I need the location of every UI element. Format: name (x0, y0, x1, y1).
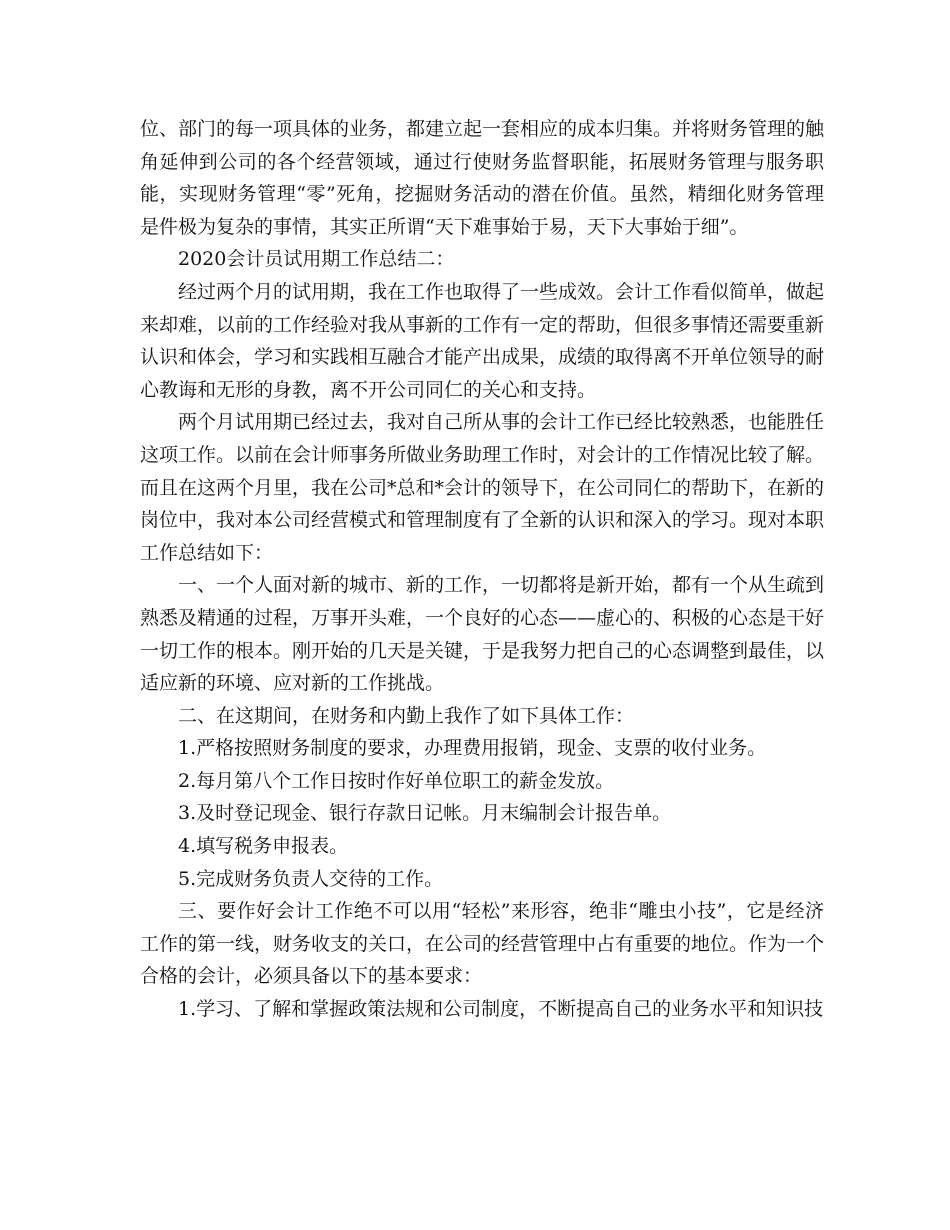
paragraph-continuation: 位、部门的每一项具体的业务，都建立起一套相应的成本归集。并将财务管理的触角延伸到公司的各个经营领域，通过行使财务监督职能，拓展财务管理与服务职能，实现财务管理“零”死角，挖掘财务活动的潜在价值。虽然，精细化财务管理是件极为复杂的事情，其实正所谓“天下难事始于易，天下大事始于细”。 (140, 118, 825, 238)
paragraph: 三、要作好会计工作绝不可以用“轻松”来形容，绝非“雕虫小技”，它是经济工作的第一线，财务收支的关口，在公司的经营管理中占有重要的地位。作为一个合格的会计，必须具备以下的基本要求： (140, 900, 825, 988)
list-item: 4.填写税务申报表。 (178, 835, 349, 858)
paragraph: 两个月试用期已经过去，我对自己所从事的会计工作已经比较熟悉，也能胜任这项工作。以前在会计师事务所做业务助理工作时，对会计的工作情况比较了解。而且在这两个月里，我在公司*总和*会计的领导下，在公司同仁的帮助下，在新的岗位中，我对本公司经营模式和管理制度有了全新的认识和深入的学习。现对本职工作总结如下： (140, 411, 825, 564)
list-item: 1.学习、了解和掌握政策法规和公司制度，不断提高自己的业务水平和知识技 (178, 998, 824, 1021)
list-item: 3.及时登记现金、银行存款日记帐。月末编制会计报告单。 (178, 802, 672, 825)
document-body (140, 113, 824, 1026)
paragraph: 一、一个人面对新的城市、新的工作，一切都将是新开始，都有一个从生疏到熟悉及精通的过程，万事开头难，一个良好的心态——虚心的、积极的心态是干好一切工作的根本。刚开始的几天是关键，于是我努力把自己的心态调整到最佳，以适应新的环境、应对新的工作挑战。 (140, 574, 825, 695)
paragraph: 经过两个月的试用期，我在工作也取得了一些成效。会计工作看似简单，做起来却难，以前的工作经验对我从事新的工作有一定的帮助，但很多事情还需要重新认识和体会，学习和实践相互融合才能产出成果，成绩的取得离不开单位领导的耐心教诲和无形的身教，离不开公司同仁的关心和支持。 (140, 280, 825, 401)
list-item: 1.严格按照财务制度的要求，办理费用报销，现金、支票的收付业务。 (178, 737, 767, 760)
paragraph: 二、在这期间，在财务和内勤上我作了如下具体工作： (178, 704, 635, 727)
list-item: 5.完成财务负责人交待的工作。 (178, 867, 444, 890)
section-heading: 2020会计员试用期工作总结二： (178, 248, 455, 271)
list-item: 2.每月第八个工作日按时作好单位职工的薪金发放。 (178, 769, 615, 792)
